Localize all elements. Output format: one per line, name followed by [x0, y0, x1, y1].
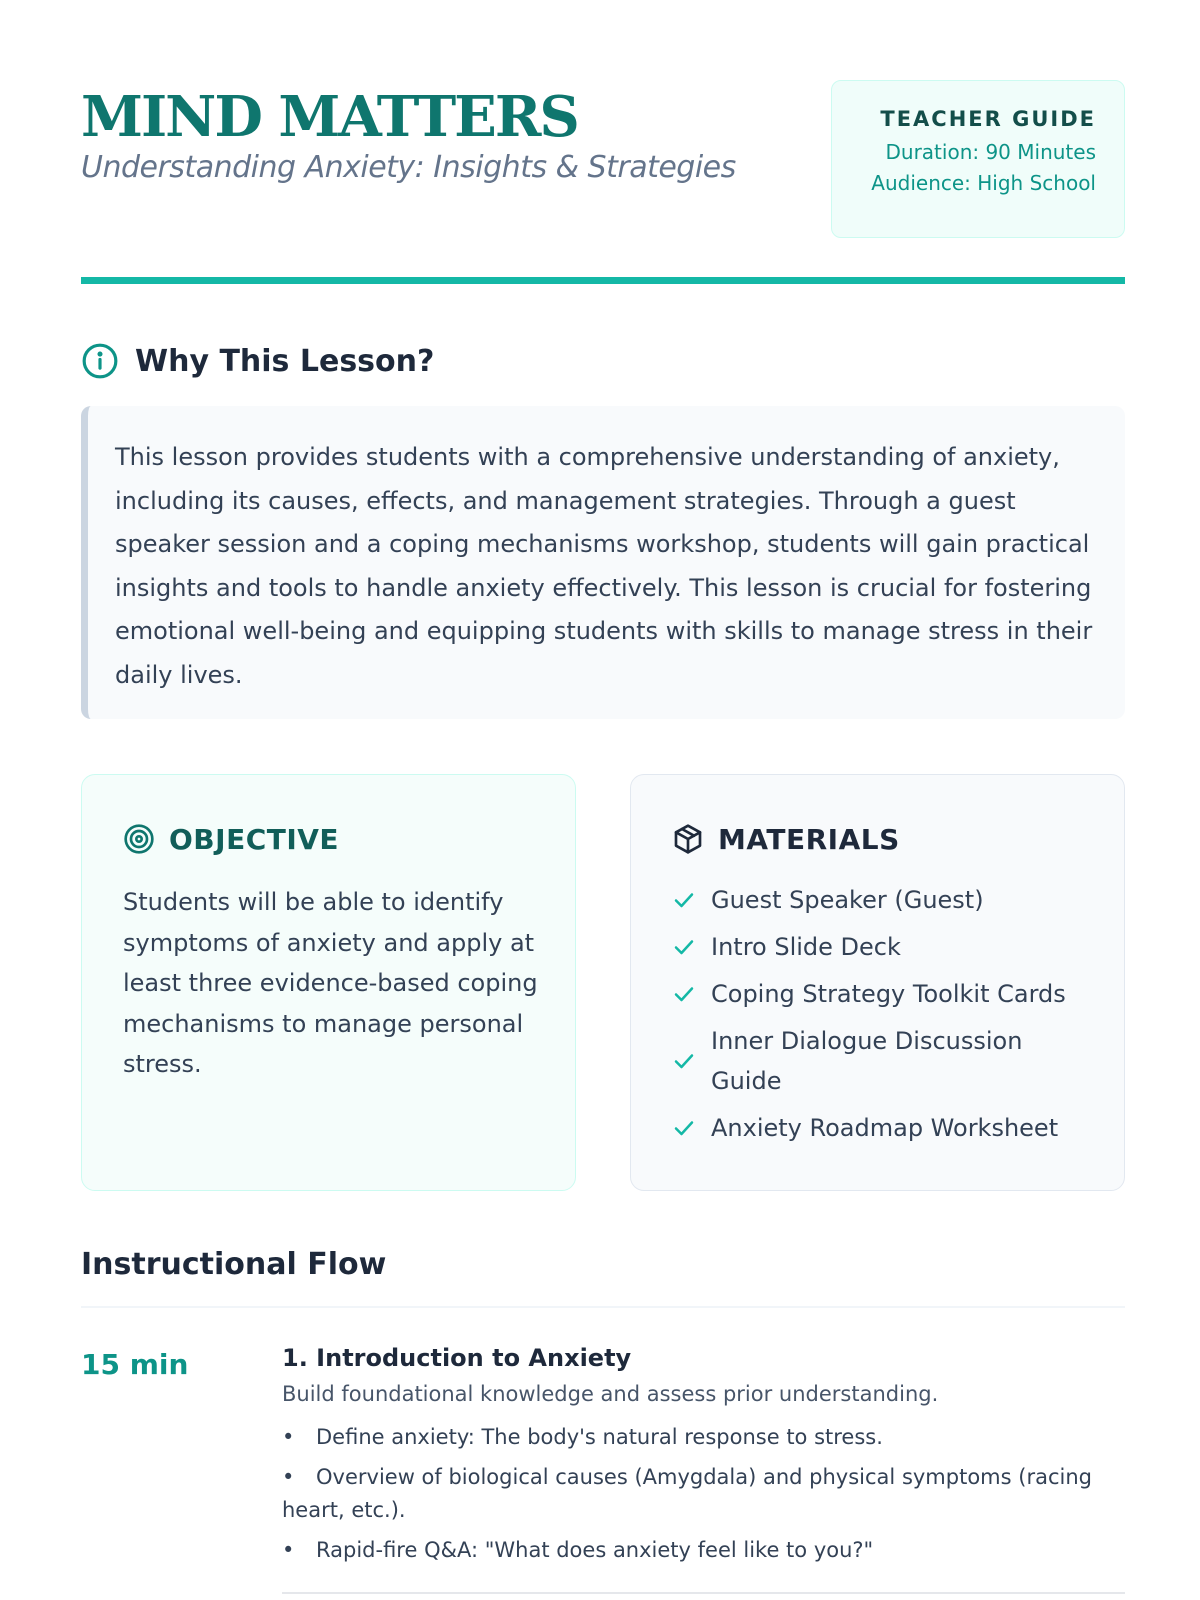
- step-divider: [282, 1592, 1125, 1594]
- bullet-icon: •: [282, 1425, 295, 1449]
- material-label: Coping Strategy Toolkit Cards: [711, 980, 1066, 1008]
- instructional-flow-title: Instructional Flow: [81, 1247, 387, 1282]
- list-item: [672, 974, 1090, 1014]
- list-item: [672, 1108, 1090, 1148]
- list-item: [672, 1021, 1090, 1101]
- step-points-list: [282, 1421, 1125, 1567]
- materials-heading: [672, 819, 1090, 859]
- checkmark-icon: [672, 1049, 696, 1073]
- checkmark-icon: [672, 935, 696, 959]
- bullet-icon: •: [282, 1538, 295, 1562]
- material-label: Guest Speaker (Guest): [711, 886, 984, 914]
- list-item: [282, 1534, 1125, 1567]
- list-item: [282, 1421, 1125, 1454]
- checkmark-icon: [672, 982, 696, 1006]
- step-point-text: Rapid-fire Q&A: "What does anxiety feel like to you?": [316, 1538, 874, 1562]
- step-description: Build foundational knowledge and assess prior understanding.: [282, 1382, 939, 1406]
- material-label: Anxiety Roadmap Worksheet: [711, 1114, 1059, 1142]
- objective-text: Students will be able to identify symptoms of anxiety and apply at least three evidence-based coping mechanisms to manage personal stress.: [123, 888, 538, 1078]
- audience-text: Audience: High School: [871, 171, 1096, 195]
- materials-title: MATERIALS: [718, 822, 900, 856]
- material-label: Intro Slide Deck: [711, 933, 901, 961]
- duration-text: Duration: 90 Minutes: [885, 140, 1096, 164]
- step-title: 1. Introduction to Anxiety: [282, 1344, 632, 1372]
- lesson-header: [81, 80, 1125, 240]
- info-circle-icon: [81, 342, 119, 380]
- teacher-guide-badge: [831, 80, 1125, 238]
- teacher-guide-label: TEACHER GUIDE: [880, 107, 1096, 131]
- materials-list: [672, 880, 1090, 1148]
- materials-card: [630, 774, 1125, 1191]
- material-label: Inner Dialogue Discussion Guide: [711, 1027, 1023, 1095]
- target-icon: [123, 823, 155, 855]
- checkmark-icon: [672, 888, 696, 912]
- flow-divider: [81, 1306, 1125, 1308]
- bullet-icon: •: [282, 1465, 295, 1489]
- objective-card: [81, 774, 576, 1191]
- step-body: [282, 1340, 1125, 1574]
- why-section-text: This lesson provides students with a comprehensive understanding of anxiety, including its causes, effects, and management strategies. Through a guest speaker session and a coping mechanisms workshop, students will gain practical insights and tools to handle anxiety effectively. This lesson is crucial for fostering emotional well-being and equipping students with skills to manage stress in their daily lives.: [115, 443, 1093, 689]
- step-duration: 15 min: [81, 1348, 189, 1381]
- why-section-title: Why This Lesson?: [135, 343, 435, 379]
- step-point-text: Define anxiety: The body's natural response to stress.: [316, 1425, 883, 1449]
- step-point-text: Overview of biological causes (Amygdala) and physical symptoms (racing heart, etc.).: [282, 1465, 1092, 1522]
- list-item: [672, 880, 1090, 920]
- page-title: MIND MATTERS: [81, 84, 578, 150]
- objective-title: OBJECTIVE: [169, 822, 340, 856]
- list-item: [672, 927, 1090, 967]
- why-section-heading: [81, 340, 434, 382]
- list-item: [282, 1461, 1125, 1527]
- objective-heading: [123, 819, 541, 859]
- checkmark-icon: [672, 1116, 696, 1140]
- why-section-body: [81, 406, 1125, 719]
- page-subtitle: Understanding Anxiety: Insights & Strategies: [81, 150, 736, 185]
- header-divider: [81, 277, 1125, 284]
- box-icon: [672, 823, 704, 855]
